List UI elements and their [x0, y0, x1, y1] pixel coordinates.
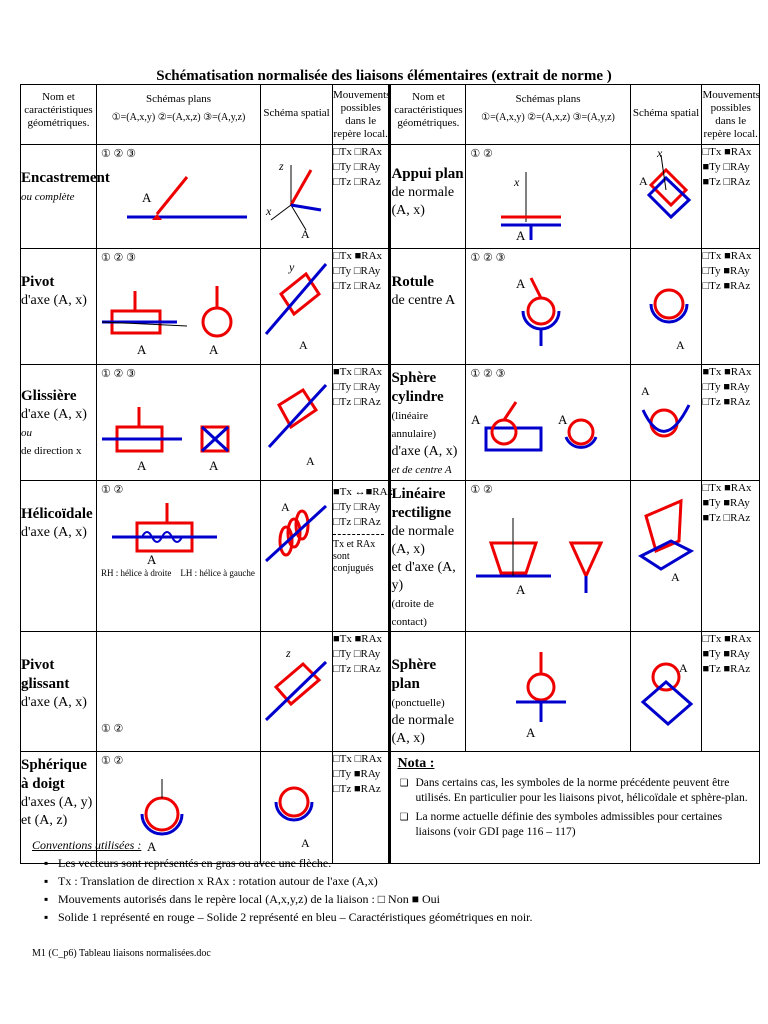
- plans-rotule: ① ② ③ A: [466, 249, 630, 365]
- header-moves-right: Mouvements possibles dans le repère local.: [702, 85, 760, 145]
- plans-glissiere: ① ② ③ A A: [96, 365, 260, 481]
- plans-encastrement: ① ② ③ A: [96, 145, 260, 249]
- appui-plan-symbol: [466, 162, 626, 242]
- name-helicoidale: Hélicoïdale d'axe (A, x): [21, 481, 97, 632]
- name-sphere-cylindre: Sphère cylindre (linéaire annulaire) d'axe (A, x) et de centre A: [390, 365, 466, 481]
- plans-sphere-plan: [466, 632, 630, 752]
- pivot-spatial-symbol: [261, 249, 331, 359]
- appui-plan-spatial-symbol: [631, 145, 701, 245]
- glissiere-spatial-symbol: [261, 365, 331, 475]
- svg-text:A: A: [301, 227, 310, 241]
- spatial-sphere-cylindre: [630, 365, 702, 481]
- lineaire-rectiligne-plan-symbol: [466, 498, 626, 598]
- svg-text:y: y: [289, 260, 295, 274]
- moves-sphere-cylindre: ■Tx ■RAx □Ty ■RAy □Tz ■RAz: [702, 365, 760, 481]
- header-spatial: Schéma spatial: [261, 85, 333, 145]
- spatial-pivot-glissant: [261, 632, 333, 752]
- note-lh: LH : hélice à gauche: [180, 568, 255, 578]
- svg-text:A: A: [301, 836, 310, 850]
- svg-text:z: z: [279, 159, 284, 173]
- moves-lineaire-rectiligne: □Tx ■RAx ■Ty ■RAy ■Tz □RAz: [702, 481, 760, 632]
- liaisons-table: [20, 84, 760, 864]
- spatial-sphere-plan: [630, 632, 702, 752]
- moves-spherique-doigt: □Tx □RAx □Ty ■RAy □Tz ■RAz: [333, 752, 390, 864]
- glissiere-plan-symbol: [97, 382, 257, 477]
- convention-item: ▪ Les vecteurs sont représentés en gras ou avec une flèche.: [32, 854, 752, 872]
- sphere-plan-spatial-symbol: [631, 632, 701, 742]
- row-5: [21, 632, 760, 752]
- header-spatial-right: Schéma spatial: [630, 85, 702, 145]
- helicoidale-plan-symbol: [97, 498, 257, 568]
- encastrement-spatial-symbol: [261, 145, 331, 245]
- encastrement-plan-symbol: [97, 162, 257, 242]
- svg-text:A: A: [208, 342, 219, 357]
- moves-pivot: □Tx ■RAx □Ty □RAy □Tz □RAz: [333, 249, 390, 365]
- header-plans: Schémas plans ①=(A,x,y) ②=(A,x,z) ③=(A,y,z): [96, 85, 260, 145]
- moves-glissiere: ■Tx □RAx □Ty □RAy □Tz □RAz: [333, 365, 390, 481]
- spatial-lineaire-rectiligne: [630, 481, 702, 632]
- convention-item: ▪ Solide 1 représenté en rouge – Solide 2 représenté en bleu – Caractéristiques géométriques en noir.: [32, 908, 752, 926]
- spatial-helicoidale: [261, 481, 333, 632]
- row-2: [21, 249, 760, 365]
- svg-text:x: x: [266, 204, 272, 218]
- row-1: [21, 145, 760, 249]
- svg-text:A: A: [141, 190, 152, 205]
- spatial-appui-plan: [630, 145, 702, 249]
- helicoidale-spatial-symbol: [261, 481, 331, 591]
- name-encastrement: Encastrement ou complète: [21, 145, 97, 249]
- pivot-glissant-spatial-symbol: [261, 632, 331, 742]
- convention-item: ▪ Tx : Translation de direction x RAx : rotation autour de l'axe (A,x): [32, 872, 752, 890]
- header-row: [21, 85, 760, 145]
- spatial-rotule: [630, 249, 702, 365]
- conventions: [32, 836, 752, 926]
- svg-text:x: x: [514, 175, 520, 189]
- svg-text:A: A: [516, 276, 526, 291]
- svg-text:x: x: [656, 146, 662, 160]
- plans-pivot: ① ② ③ A A: [96, 249, 260, 365]
- rotule-plan-symbol: [466, 266, 626, 361]
- svg-text:A: A: [638, 174, 648, 188]
- spatial-glissiere: [261, 365, 333, 481]
- page-title: Schématisation normalisée des liaisons élémentaires (extrait de norme ): [156, 68, 612, 84]
- moves-sphere-plan: □Tx ■RAx ■Ty ■RAy ■Tz ■RAz: [702, 632, 760, 752]
- moves-pivot-glissant: ■Tx ■RAx □Ty □RAy □Tz □RAz: [333, 632, 390, 752]
- svg-text:A: A: [558, 412, 568, 427]
- svg-text:A: A: [146, 552, 157, 567]
- row-4: [21, 481, 760, 632]
- plans-appui-plan: ① ② A x: [466, 145, 630, 249]
- header-name: Nom et caractéristiques géométriques.: [21, 85, 97, 145]
- moves-helicoidale: ■Tx ↔■RAx □Ty □RAy □Tz □RAz Tx et RAx sont conjugués: [333, 481, 390, 632]
- note-rh: RH : hélice à droite: [100, 568, 172, 578]
- plans-sphere-cylindre: ① ② ③ A A: [466, 365, 630, 481]
- sphere-cylindre-spatial-symbol: [631, 365, 701, 475]
- svg-text:A: A: [136, 342, 147, 357]
- moves-rotule: □Tx ■RAx □Ty ■RAy □Tz ■RAz: [702, 249, 760, 365]
- spatial-encastrement: [261, 145, 333, 249]
- svg-text:A: A: [306, 454, 315, 468]
- name-rotule: Rotule de centre A: [390, 249, 466, 365]
- moves-appui-plan: □Tx ■RAx ■Ty □RAy ■Tz □RAz: [702, 145, 760, 249]
- conventions-title: Conventions utilisées :: [32, 838, 142, 852]
- plans-helicoidale: ① ② A RH : hélice à droite LH : hélice à gauche: [96, 481, 260, 632]
- name-appui-plan: Appui plan de normale (A, x): [390, 145, 466, 249]
- nota-item: ❏ La norme actuelle définie des symboles admissibles pour certaines liaisons (voir GDI page 116 – 117): [397, 810, 753, 840]
- svg-text:A: A: [516, 582, 526, 597]
- header-plans-right: Schémas plans ①=(A,x,y) ②=(A,x,z) ③=(A,y,z): [466, 85, 630, 145]
- row-3: [21, 365, 760, 481]
- svg-text:A: A: [670, 570, 680, 584]
- pivot-plan-symbol: [97, 266, 257, 361]
- rotule-spatial-symbol: [631, 249, 701, 359]
- nota-item: ❏ Dans certains cas, les symboles de la norme précédente peuvent être utilisés. En particulier pour les liaisons pivot, hélicoïdale et sphère-plan.: [397, 776, 753, 806]
- svg-text:z: z: [286, 646, 291, 660]
- convention-item: ▪ Mouvements autorisés dans le repère local (A,x,y,z) de la liaison : □ Non ■ Oui: [32, 890, 752, 908]
- svg-text:A: A: [281, 500, 290, 514]
- svg-text:A: A: [299, 338, 308, 352]
- svg-text:A: A: [471, 412, 481, 427]
- plans-lineaire-rectiligne: ① ② A: [466, 481, 630, 632]
- name-pivot: Pivot d'axe (A, x): [21, 249, 97, 365]
- svg-text:A: A: [678, 661, 688, 675]
- sphere-cylindre-plan-symbol: [466, 382, 626, 477]
- header-moves: Mouvements possibles dans le repère local.: [333, 85, 390, 145]
- svg-text:A: A: [208, 458, 219, 473]
- header-name-right: Nom et caractéristiques géométriques.: [390, 85, 466, 145]
- svg-text:A: A: [516, 228, 526, 242]
- sphere-plan-plan-symbol: [466, 632, 626, 742]
- plans-spherique-doigt: ① ② A: [96, 752, 260, 864]
- svg-text:A: A: [526, 725, 536, 740]
- name-lineaire-rectiligne: Linéaire rectiligne de normale (A, x) et d'axe (A, y) (droite de contact): [390, 481, 466, 632]
- plans-pivot-glissant: ① ②: [96, 632, 260, 752]
- nota-title: Nota :: [397, 756, 435, 771]
- moves-encastrement: □Tx □RAx □Ty □RAy □Tz □RAz: [333, 145, 390, 249]
- name-sphere-plan: Sphère plan (ponctuelle) de normale (A, x): [390, 632, 466, 752]
- name-spherique-doigt: Sphérique à doigt d'axes (A, y) et (A, z): [21, 752, 97, 864]
- name-pivot-glissant: Pivot glissant d'axe (A, x): [21, 632, 97, 752]
- footer: M1 (C_p6) Tableau liaisons normalisées.doc: [32, 948, 211, 959]
- svg-text:A: A: [146, 839, 157, 854]
- spatial-pivot: [261, 249, 333, 365]
- lineaire-rectiligne-spatial-symbol: [631, 481, 701, 591]
- svg-text:A: A: [640, 384, 650, 398]
- svg-text:A: A: [136, 458, 147, 473]
- svg-text:A: A: [675, 338, 685, 352]
- name-glissiere: Glissière d'axe (A, x) ou de direction x: [21, 365, 97, 481]
